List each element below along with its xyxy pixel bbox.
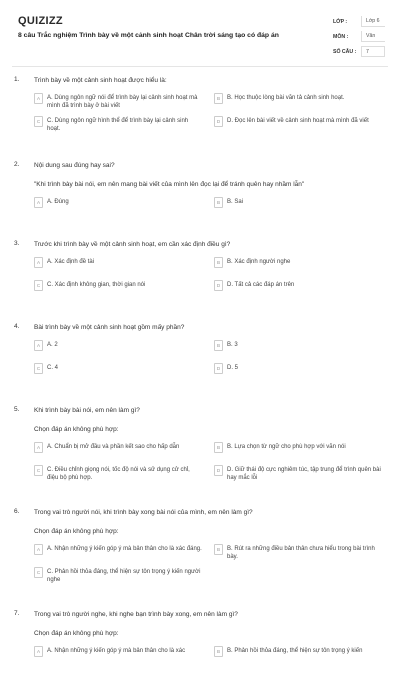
option-letter-box: B <box>214 442 223 453</box>
question-number: 2. <box>14 161 20 168</box>
question-text: Bài trình bày về một cảnh sinh hoạt gồm mấy phần? <box>34 324 185 331</box>
answer-option-a[interactable] <box>34 93 214 111</box>
option-letter-box: A <box>34 544 43 555</box>
option-letter-box: B <box>214 544 223 555</box>
answer-option-a[interactable] <box>34 442 214 460</box>
option-text: D. 5 <box>227 365 239 371</box>
option-text: C. Phản hồi thỏa đáng, thể hiện sự tôn trọng ý kiến người nghe <box>47 569 201 583</box>
option-letter-box: B <box>214 646 223 657</box>
answer-options <box>34 93 384 139</box>
question-text: Khi trình bày bài nói, em nên làm gì? <box>34 407 140 414</box>
answer-option-b[interactable] <box>214 197 394 215</box>
meta-count-value: 7 <box>361 46 385 57</box>
option-text: B. Học thuộc lòng bài văn tả cảnh sinh hoạt. <box>227 95 345 101</box>
option-letter-box: C <box>34 567 43 578</box>
option-text: D. Đọc lên bài viết về cảnh sinh hoạt mà mình đã viết <box>227 118 369 124</box>
worksheet-meta <box>333 14 385 59</box>
option-text: D. Giữ thái độ cực nghiêm túc, tập trung để trình quên bài hay mắc lỗi <box>227 467 381 481</box>
option-letter-box: D <box>214 116 223 127</box>
option-text: C. 4 <box>47 365 59 371</box>
question-text: Trong vai trò người nói, khi trình bày xong bài nói của mình, em nên làm gì? <box>34 509 253 516</box>
option-letter-box: A <box>34 442 43 453</box>
option-letter-box: D <box>214 465 223 476</box>
answer-option-a[interactable] <box>34 197 214 215</box>
meta-subject-value: Văn <box>361 31 385 42</box>
option-letter-box: A <box>34 257 43 268</box>
question-6 <box>0 508 400 590</box>
option-letter-box: B <box>214 197 223 208</box>
answer-options <box>34 340 384 386</box>
meta-subject-row <box>333 29 385 44</box>
option-text: B. 3 <box>227 342 238 348</box>
option-letter-box: C <box>34 363 43 374</box>
option-letter-box: B <box>214 340 223 351</box>
option-letter-box: C <box>34 465 43 476</box>
answer-options <box>34 257 384 303</box>
option-letter-box: C <box>34 280 43 291</box>
option-text: A. Nhận những ý kiến góp ý mà bản thân cho là xác đáng. <box>47 546 202 552</box>
option-text: B. Phản hồi thỏa đáng, thể hiện sự tôn trọng ý kiến <box>227 648 363 654</box>
question-number: 3. <box>14 240 20 247</box>
option-text: A. Đúng <box>47 199 69 205</box>
answer-options <box>34 197 384 220</box>
answer-option-b[interactable] <box>214 646 394 664</box>
option-text: A. Xác định đề tài <box>47 259 95 265</box>
question-instruction: Chọn đáp án không phù hợp: <box>34 528 119 535</box>
answer-option-a[interactable] <box>34 646 214 664</box>
meta-subject-label: MÔN : <box>333 33 349 40</box>
option-text: A. 2 <box>47 342 58 348</box>
answer-option-d[interactable] <box>214 116 394 134</box>
option-text: A. Nhận những ý kiến góp ý mà bản thân cho là xác <box>47 648 186 654</box>
option-text: C. Xác định không gian, thời gian nói <box>47 282 146 288</box>
answer-option-d[interactable] <box>214 280 394 298</box>
meta-count-row <box>333 44 385 59</box>
option-letter-box: B <box>214 257 223 268</box>
option-letter-box: D <box>214 363 223 374</box>
option-text: B. Xác định người nghe <box>227 259 291 265</box>
question-4 <box>0 323 400 386</box>
answer-option-a[interactable] <box>34 340 214 358</box>
question-3 <box>0 240 400 303</box>
option-text: B. Rút ra những điều bản thân chưa hiểu trong bài trình bày. <box>227 546 375 560</box>
meta-count-label: SỐ CÂU : <box>333 48 357 55</box>
question-text: Nội dung sau đúng hay sai? <box>34 162 115 169</box>
worksheet-title: 8 câu Trắc nghiệm Trình bày về một cảnh sinh hoạt Chân trời sáng tạo có đáp án <box>18 32 279 39</box>
meta-grade-label: LỚP : <box>333 18 348 25</box>
question-number: 5. <box>14 406 20 413</box>
option-letter-box: A <box>34 340 43 351</box>
answer-option-c[interactable] <box>34 465 214 483</box>
option-letter-box: A <box>34 197 43 208</box>
meta-grade-value: Lớp 6 <box>361 16 385 27</box>
answer-option-b[interactable] <box>214 257 394 275</box>
option-letter-box: A <box>34 646 43 657</box>
question-number: 6. <box>14 508 20 515</box>
worksheet-header <box>0 0 400 66</box>
answer-options <box>34 646 384 669</box>
answer-options <box>34 442 384 488</box>
question-text: Trong vai trò người nghe, khi nghe bạn trình bày xong, em nên làm gì? <box>34 611 238 618</box>
header-divider <box>12 66 388 67</box>
quizizz-logo: QUIZIZZ <box>18 15 63 27</box>
option-text: D. Tất cả các đáp án trên <box>227 282 295 288</box>
question-list <box>0 76 400 689</box>
answer-option-b[interactable] <box>214 442 394 460</box>
answer-options <box>34 544 384 590</box>
option-text: A. Chuẩn bị mở đầu và phần kết sao cho hấp dẫn <box>47 444 180 450</box>
answer-option-c[interactable] <box>34 363 214 381</box>
question-1 <box>0 76 400 139</box>
answer-option-d[interactable] <box>214 363 394 381</box>
question-number: 1. <box>14 76 20 83</box>
option-letter-box: C <box>34 116 43 127</box>
option-text: B. Sai <box>227 199 244 205</box>
question-7 <box>0 610 400 669</box>
answer-option-c[interactable] <box>34 280 214 298</box>
question-number: 4. <box>14 323 20 330</box>
answer-option-c[interactable] <box>34 567 214 585</box>
option-letter-box: A <box>34 93 43 104</box>
question-instruction: "Khi trình bày bài nói, em nên mang bài viết của mình lên đọc lại để tránh quên hay nhầm lẫn" <box>34 181 305 188</box>
option-text: A. Dùng ngôn ngữ nói để trình bày lại cảnh sinh hoạt mà mình đã trình bày ở bài viết <box>47 95 198 109</box>
option-letter-box: B <box>214 93 223 104</box>
question-5 <box>0 406 400 488</box>
question-text: Trước khi trình bày về một cảnh sinh hoạt, em cần xác định điều gì? <box>34 241 231 248</box>
answer-option-b[interactable] <box>214 340 394 358</box>
question-instruction: Chọn đáp án không phù hợp: <box>34 426 119 433</box>
option-letter-box: D <box>214 280 223 291</box>
question-2 <box>0 161 400 220</box>
option-text: C. Điều chỉnh giọng nói, tốc độ nói và sử dụng cử chỉ, điệu bộ phù hợp. <box>47 467 190 481</box>
answer-option-d[interactable] <box>214 465 394 483</box>
question-text: Trình bày về một cảnh sinh hoạt được hiểu là: <box>34 77 167 84</box>
answer-option-b[interactable] <box>214 544 394 562</box>
meta-grade-row <box>333 14 385 29</box>
answer-option-c[interactable] <box>34 116 214 134</box>
question-instruction: Chọn đáp án không phù hợp: <box>34 630 119 637</box>
option-text: C. Dùng ngôn ngữ hình thể để trình bày lại cảnh sinh hoạt. <box>47 118 189 132</box>
answer-option-a[interactable] <box>34 544 214 562</box>
option-text: B. Lựa chọn từ ngữ cho phù hợp với văn nói <box>227 444 346 450</box>
answer-option-b[interactable] <box>214 93 394 111</box>
question-number: 7. <box>14 610 20 617</box>
answer-option-a[interactable] <box>34 257 214 275</box>
